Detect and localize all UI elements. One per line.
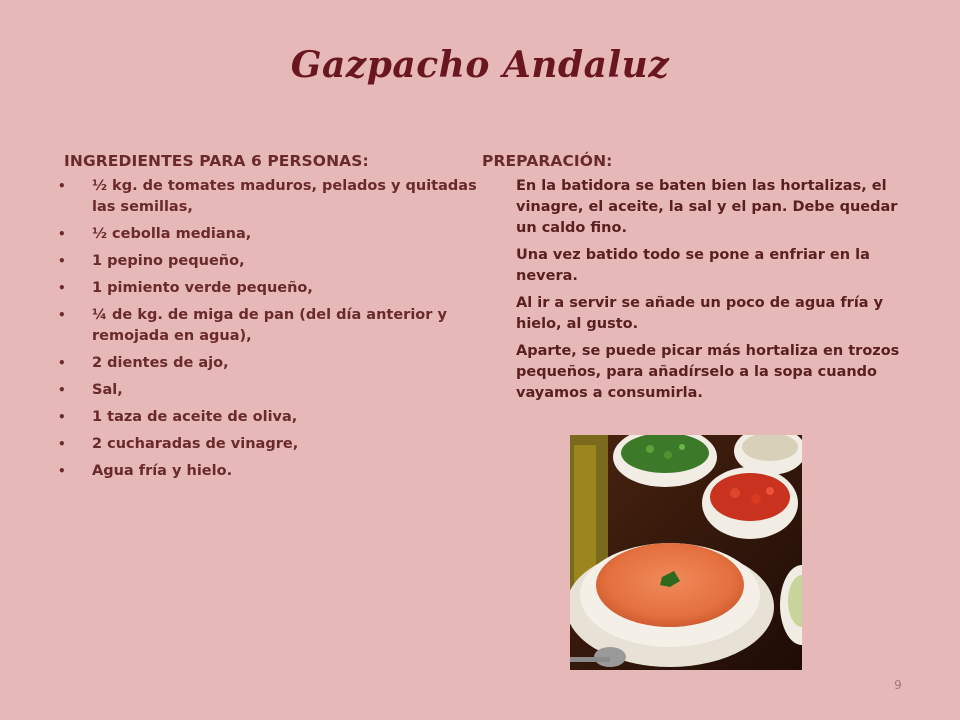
preparation-paragraph: Al ir a servir se añade un poco de agua fría y hielo, al gusto. [516,295,884,332]
ingredients-heading: INGREDIENTES PARA 6 PERSONAS: [64,152,369,170]
ingredient-text: Agua fría y hielo. [92,463,233,479]
bullet-icon: • [58,356,66,370]
ingredient-item [58,278,482,299]
bullet-icon: • [58,383,66,397]
ingredient-item [58,434,482,455]
ingredient-item [58,353,482,374]
bullet-icon: • [58,281,66,295]
ingredients-list [58,176,482,482]
bullet-icon: • [58,254,66,268]
ingredient-item [58,224,482,245]
bullet-icon: • [58,464,66,478]
slide-title: Gazpacho Andaluz [290,44,670,86]
preparation-paragraph: En la batidora se baten bien las hortalizas, el vinagre, el aceite, la sal y el pan. Debe quedar un caldo fino. [516,178,898,236]
ingredient-text: Sal, [92,382,123,398]
ingredient-text: 2 cucharadas de vinagre, [92,436,299,452]
gazpacho-photo-illustration [570,435,802,670]
bullet-icon: • [58,308,66,322]
ingredient-item [58,407,482,428]
page-number: 9 [894,678,902,692]
ingredient-text: 1 pepino pequeño, [92,253,245,269]
preparation-heading: PREPARACIÓN: [482,152,613,170]
bullet-icon: • [58,437,66,451]
ingredient-item [58,305,482,347]
preparation-paragraph: Una vez batido todo se pone a enfriar en la nevera. [516,247,870,284]
ingredient-text: ¼ de kg. de miga de pan (del día anterior y remojada en agua), [92,307,447,344]
bullet-icon: • [58,227,66,241]
ingredient-text: 1 pimiento verde pequeño, [92,280,313,296]
ingredient-text: 1 taza de aceite de oliva, [92,409,298,425]
ingredients-column [58,150,482,488]
ingredient-item [58,251,482,272]
preparation-paragraph: Aparte, se puede picar más hortaliza en trozos pequeños, para añadírselo a la sopa cuando vayamos a consumirla. [516,343,900,401]
gazpacho-photo [570,435,802,670]
ingredient-item [58,461,482,482]
preparation-column [482,150,902,410]
ingredient-item [58,380,482,401]
ingredient-text: ½ kg. de tomates maduros, pelados y quitadas las semillas, [92,178,477,215]
ingredient-text: 2 dientes de ajo, [92,355,229,371]
bullet-icon: • [58,179,66,193]
ingredient-text: ½ cebolla mediana, [92,226,252,242]
ingredient-item [58,176,482,218]
bullet-icon: • [58,410,66,424]
